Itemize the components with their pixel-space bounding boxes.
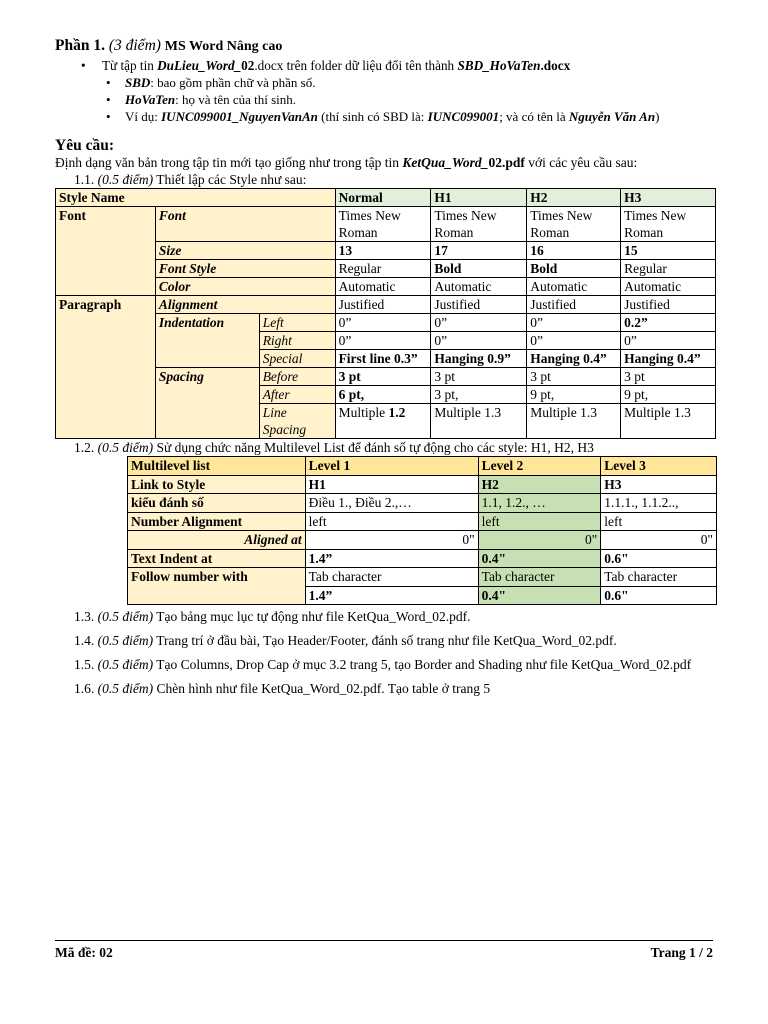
value-cell: 9 pt, [621,386,716,404]
subprop-cell: Line Spacing [259,404,335,439]
text: Ví dụ: [125,109,162,124]
filename: DuLieu_Word_ [157,58,242,73]
value-cell: Multiple 1.3 [527,404,621,439]
prop-cell: kiểu đánh số [128,494,306,513]
num: 1.5. [74,657,95,672]
value-cell [335,404,431,439]
prop-cell: Text Indent at [128,549,306,568]
value-cell: Hanging 0.4” [527,350,621,368]
value-cell: 0” [527,332,621,350]
points: (0.5 điểm) [97,440,154,455]
subprop-cell: After [259,386,335,404]
text: : họ và tên của thí sinh. [175,92,297,107]
value-cell: H2 [478,475,601,494]
list-item [55,108,713,125]
part-label: Phần 1. [55,37,105,54]
prop-cell: Aligned at [128,531,306,550]
text: Trang trí ở đầu bài, Tạo Header/Footer, đánh số trang như file KetQua_Word_02.pdf. [153,633,617,648]
requirements-title: Yêu cầu: [55,137,114,154]
table-row [128,549,717,568]
value-cell: 0.6" [601,549,717,568]
prop-cell: Font [155,207,335,242]
num: 1.2. [74,440,95,455]
prop-cell: Follow number with [128,568,306,605]
text: Sử dụng chức năng Multilevel List để đánh số tự động cho các style: H1, H2, H3 [153,440,594,455]
table-row [128,457,717,476]
filename-ext: .pdf [501,155,525,170]
key: HoVaTen [125,92,176,107]
subprop-cell: Before [259,368,335,386]
value-cell: Automatic [431,278,527,296]
header-cell: H3 [621,189,716,207]
num: 1.4. [74,633,95,648]
list-item [55,57,713,74]
target-filename: SBD_HoVaTen [457,58,541,73]
value-cell: left [305,512,478,531]
value-cell: 9 pt, [527,386,621,404]
task-1-1 [55,171,713,188]
num: 1.3. [74,609,95,624]
value-cell: Bold [527,260,621,278]
value: 1.2 [388,405,406,420]
task-1-5 [55,656,713,673]
header-cell: Level 3 [601,457,717,476]
value-cell: 3 pt [527,368,621,386]
requirements-intro [55,155,713,171]
value-cell: Justified [335,296,431,314]
table-row [56,278,716,296]
value-cell: 0” [621,332,716,350]
value-cell: Automatic [621,278,716,296]
prop-cell: Color [155,278,335,296]
text: (thí sinh có SBD là: [317,109,428,124]
value-cell: 6 pt, [335,386,431,404]
table-row [128,568,717,587]
style-table [55,188,716,439]
value-cell: 0” [431,332,527,350]
value-cell: 0.6" [601,586,717,605]
value-cell: 0" [478,531,601,550]
header-cell: Style Name [56,189,336,207]
subprop-cell: Special [259,350,335,368]
prop-cell: Link to Style [128,475,306,494]
table-row [56,207,716,242]
footer-divider [55,940,713,941]
table-row [128,475,717,494]
filename-num: 02 [241,58,255,73]
prop-cell: Alignment [155,296,335,314]
subprop-cell: Right [259,332,335,350]
name: Nguyễn Văn An [568,109,656,124]
value-cell: 0” [335,314,431,332]
instruction-list [55,57,713,125]
value-cell: 1.1, 1.2., … [478,494,601,513]
prop-cell: Indentation [155,314,259,368]
table-row [128,512,717,531]
text: Từ tập tin [102,58,158,73]
text: Định dạng văn bản trong tập tin mới tạo giống như trong tập tin [55,155,403,170]
header-cell: H2 [527,189,621,207]
points: (0.5 điểm) [97,657,154,672]
value-cell: left [478,512,601,531]
value-cell: Automatic [527,278,621,296]
subprop-cell: Left [259,314,335,332]
filename-num: 02 [488,155,502,170]
value-cell: Tab character [305,568,478,587]
prop-cell: Size [155,242,335,260]
text: với các yêu cầu sau: [524,155,638,170]
value-cell: 0” [527,314,621,332]
group-cell: Paragraph [56,296,156,439]
value-cell: left [601,512,717,531]
header-cell: Level 2 [478,457,601,476]
value-cell: Bold [431,260,527,278]
list-item [55,74,713,91]
value-cell: 0” [431,314,527,332]
value-cell: Justified [621,296,716,314]
task-1-4 [55,632,713,649]
text: ) [655,109,660,124]
value-cell: Regular [621,260,716,278]
value-cell: Tab character [601,568,717,587]
value-cell: 3 pt [431,368,527,386]
value-cell: 0.4" [478,586,601,605]
target-ext: .docx [540,58,571,73]
value-cell: 0” [335,332,431,350]
value-cell: 1.4” [305,586,478,605]
part-title: MS Word Nâng cao [164,39,283,54]
points: (0.5 điểm) [97,633,154,648]
table-row [56,260,716,278]
value-cell: First line 0.3” [335,350,431,368]
value-cell: 0" [601,531,717,550]
page-number: Trang 1 / 2 [650,945,713,960]
table-row [128,494,717,513]
text: Chèn hình như file KetQua_Word_02.pdf. Tạo table ở trang 5 [153,681,491,696]
value-cell: Times New Roman [335,207,431,242]
header-cell: Multilevel list [128,457,306,476]
value-cell: H1 [305,475,478,494]
key: SBD [125,75,151,90]
text: .docx trên folder dữ liệu đổi tên thành [254,58,458,73]
value-cell: 13 [335,242,431,260]
text: Multiple [338,405,389,420]
prop-cell: Number Alignment [128,512,306,531]
document-page [55,36,713,697]
task-1-6 [55,680,713,697]
value-cell: Justified [527,296,621,314]
value-cell: Regular [335,260,431,278]
prop-cell: Font Style [155,260,335,278]
header-cell: H1 [431,189,527,207]
header-cell: Level 1 [305,457,478,476]
value-cell: 1.1.1., 1.1.2.., [601,494,717,513]
table-row [56,368,716,386]
text: Tạo Columns, Drop Cap ở mục 3.2 trang 5, tạo Border and Shading như file KetQua_Word_02.pdf [153,657,692,672]
value-cell: 1.4” [305,549,478,568]
value-cell: Multiple 1.3 [621,404,716,439]
task-1-2 [55,439,713,456]
points: (0.5 điểm) [97,681,154,696]
text: ; và có tên là [499,109,569,124]
task-1-3 [55,608,713,625]
text: Thiết lập các Style như sau: [153,172,307,187]
value-cell: Điều 1., Điều 2.,… [305,494,478,513]
points: (0.5 điểm) [97,172,154,187]
text: : bao gồm phần chữ và phần số. [150,75,316,90]
value-cell: 3 pt [621,368,716,386]
section-heading [55,36,713,57]
value-cell: Times New Roman [431,207,527,242]
value-cell: 15 [621,242,716,260]
table-row [56,242,716,260]
part-points: (3 điểm) [108,37,161,54]
example: IUNC099001_NguyenVanAn [161,109,318,124]
points: (0.5 điểm) [97,609,154,624]
table-row [56,189,716,207]
table-row [56,314,716,332]
table-row [128,531,717,550]
value-cell: Automatic [335,278,431,296]
value-cell: Tab character [478,568,601,587]
value-cell: 0.4" [478,549,601,568]
value-cell: Hanging 0.4” [621,350,716,368]
value-cell: 3 pt, [431,386,527,404]
num: 1.6. [74,681,95,696]
page-footer [55,945,713,961]
value-cell: Times New Roman [621,207,716,242]
num: 1.1. [74,172,95,187]
value-cell: Justified [431,296,527,314]
filename: KetQua_Word_ [402,155,489,170]
table-row [56,296,716,314]
list-item [55,91,713,108]
value-cell: 17 [431,242,527,260]
value-cell: 16 [527,242,621,260]
value-cell: H3 [601,475,717,494]
value-cell: 0" [305,531,478,550]
value-cell: Multiple 1.3 [431,404,527,439]
multilevel-table [127,456,717,605]
value-cell: 0.2” [621,314,716,332]
value-cell: 3 pt [335,368,431,386]
value-cell: Hanging 0.9” [431,350,527,368]
value-cell: Times New Roman [527,207,621,242]
exam-code: Mã đề: 02 [55,945,113,960]
group-cell: Font [56,207,156,296]
header-cell: Normal [335,189,431,207]
prop-cell: Spacing [155,368,259,439]
text: Tạo bảng mục lục tự động như file KetQua_Word_02.pdf. [153,609,471,624]
sbd: IUNC099001 [427,109,500,124]
